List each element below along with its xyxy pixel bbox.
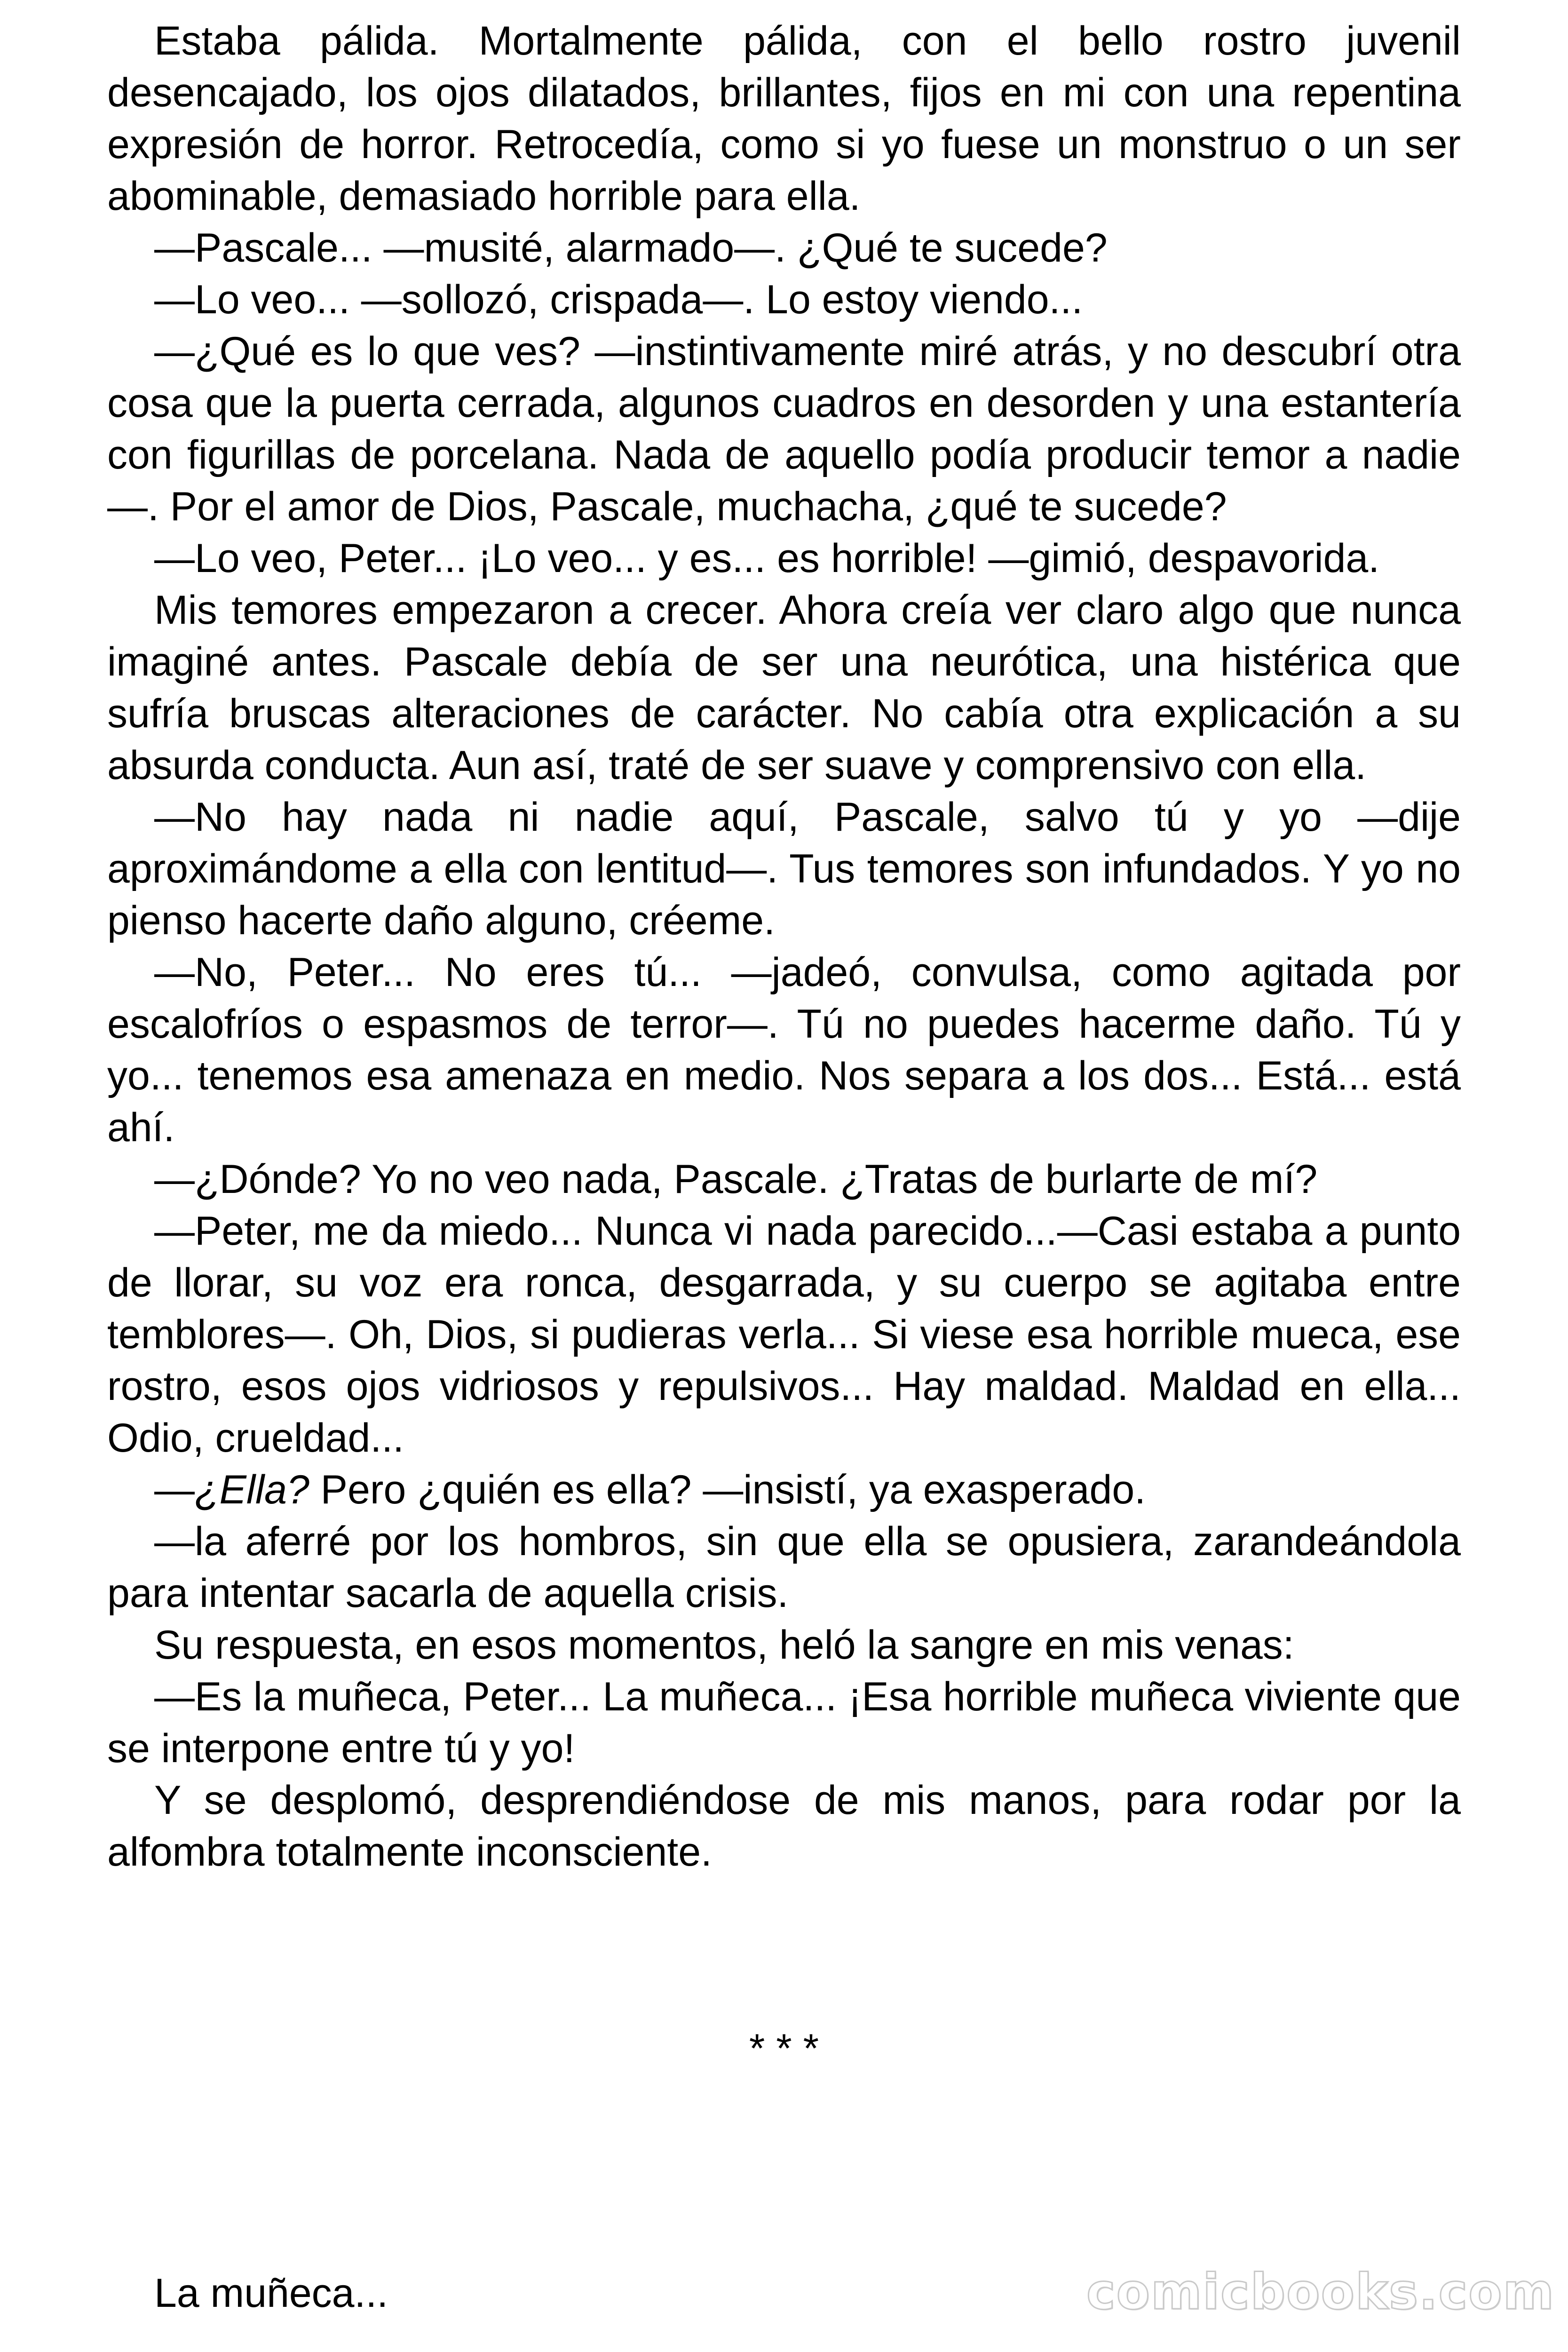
running-title: La muñeca...: [154, 2271, 388, 2316]
paragraph-5: —Lo veo, Peter... ¡Lo veo... y es... es horrible! —gimió, despavorida.: [154, 536, 1380, 581]
document-page: [107, 0, 1461, 2352]
paragraph-11-rest: Pero ¿quién es ella? —insistí, ya exasperado.: [309, 1467, 1146, 1512]
paragraph-1: Estaba pálida. Mortalmente pálida, con el bello rostro juvenil desencajado, los ojos dilatados, brillantes, fijos en mi con una repentina expresión de horror. Retrocedía, como si yo fuese un monstruo o un ser abominable, demasiado horrible para ella.: [107, 18, 1461, 219]
paragraph-11-italic: ¿Ella?: [195, 1467, 309, 1512]
paragraph-8: —No, Peter... No eres tú... —jadeó, convulsa, como agitada por escalofríos o espasmos de terror—. Tú no puedes hacerme daño. Tú y yo... tenemos esa amenaza en medio. Nos separa a los dos... Está... está ahí.: [107, 950, 1461, 1150]
paragraph-12: —la aferré por los hombros, sin que ella se opusiera, zarandeándola para intentar sacarla de aquella crisis.: [107, 1519, 1461, 1616]
watermark-logo: comicbooks.com: [1086, 2263, 1555, 2320]
paragraph-3: —Lo veo... —sollozó, crispada—. Lo estoy viendo...: [154, 277, 1083, 322]
paragraph-7: —No hay nada ni nadie aquí, Pascale, salvo tú y yo —dije aproximándome a ella con lentitud—. Tus temores son infundados. Y yo no pienso hacerte daño alguno, créeme.: [107, 795, 1461, 943]
section-separator: * * *: [749, 2026, 819, 2071]
paragraph-13: Su respuesta, en esos momentos, heló la sangre en mis venas:: [154, 1622, 1294, 1668]
body-text: [107, 15, 1461, 1878]
paragraph-11: [107, 1464, 1461, 1516]
paragraph-9: —¿Dónde? Yo no veo nada, Pascale. ¿Tratas de burlarte de mí?: [154, 1157, 1318, 1202]
paragraph-15: Y se desplomó, desprendiéndose de mis manos, para rodar por la alfombra totalmente inconsciente.: [107, 1778, 1461, 1875]
paragraph-6: Mis temores empezaron a crecer. Ahora creía ver claro algo que nunca imaginé antes. Pascale debía de ser una neurótica, una histérica que sufría bruscas alteraciones de carácter. No cabía otra explicación a su absurda conducta. Aun así, traté de ser suave y comprensivo con ella.: [107, 588, 1461, 788]
paragraph-2: —Pascale... —musité, alarmado—. ¿Qué te sucede?: [154, 225, 1108, 270]
paragraph-14: —Es la muñeca, Peter... La muñeca... ¡Esa horrible muñeca viviente que se interpone entre tú y yo!: [107, 1674, 1461, 1771]
paragraph-4: —¿Qué es lo que ves? —instintivamente miré atrás, y no descubrí otra cosa que la puerta cerrada, algunos cuadros en desorden y una estantería con figurillas de porcelana. Nada de aquello podía producir temor a nadie—. Por el amor de Dios, Pascale, muchacha, ¿qué te sucede?: [107, 329, 1461, 529]
paragraph-10: —Peter, me da miedo... Nunca vi nada parecido...—Casi estaba a punto de llorar, su voz era ronca, desgarrada, y su cuerpo se agitaba entre temblores—. Oh, Dios, si pudieras verla... Si viese esa horrible mueca, ese rostro, esos ojos vidriosos y repulsivos... Hay maldad. Maldad en ella... Odio, crueldad...: [107, 1208, 1461, 1461]
paragraph-11-lead: —: [154, 1467, 195, 1512]
